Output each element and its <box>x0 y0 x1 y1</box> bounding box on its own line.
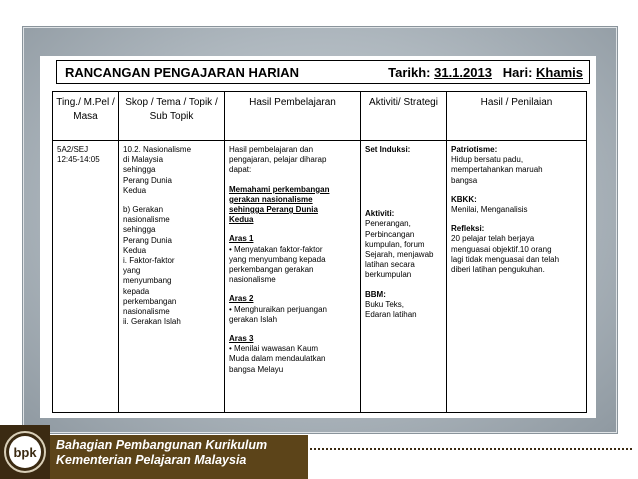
day-value: Khamis <box>536 65 583 80</box>
bpk-logo-icon <box>3 430 47 474</box>
topic-line: sehingga <box>123 165 156 175</box>
topic-line: ii. Gerakan Islah <box>123 317 181 327</box>
aras2-line: • Menghuraikan perjuangan <box>229 305 356 315</box>
page-title: RANCANGAN PENGAJARAN HARIAN <box>65 65 300 80</box>
intro-line: pengajaran, pelajar diharap <box>229 155 327 165</box>
aras2-line: gerakan Islah <box>229 314 278 324</box>
aras2-title: Aras 2 <box>229 294 254 304</box>
aras1-title: Aras 1 <box>229 234 254 244</box>
footer <box>0 425 638 479</box>
lesson-plan-table <box>52 91 587 413</box>
topic-line: sehingga <box>123 225 156 235</box>
aras1-line: nasionalisme <box>229 275 276 285</box>
footer-line-2: Kementerian Pelajaran Malaysia <box>56 453 247 467</box>
bpk-logo <box>0 425 50 479</box>
topic-line: b) Gerakan <box>123 205 164 215</box>
patriotisme-line: Hidup bersatu padu, <box>451 155 524 165</box>
refleksi-line: menguasai objektif.10 orang <box>451 244 552 254</box>
topic-line: 10.2. Nasionalisme <box>123 145 192 154</box>
aktiviti-line: kumpulan, forum <box>365 239 425 249</box>
topic-line: Kedua <box>123 245 147 255</box>
aras1-line: yang menyumbang kepada <box>229 254 326 264</box>
cell-evaluation <box>447 141 587 413</box>
date-label: Tarikh: <box>388 65 435 80</box>
objective-line: sehingga Perang Dunia <box>229 205 318 215</box>
aras1-line: perkembangan gerakan <box>229 265 314 275</box>
cell-activities <box>361 141 447 413</box>
aktiviti-line: Perbincangan <box>365 229 415 239</box>
bbm-line: Edaran latihan <box>365 310 417 320</box>
aras1-line: • Menyatakan faktor-faktor <box>229 245 356 255</box>
topic-line: kepada <box>123 286 150 296</box>
footer-line-1: Bahagian Pembangunan Kurikulum <box>56 438 268 452</box>
day-label: Hari: <box>502 65 537 80</box>
objective-line: Kedua <box>229 215 254 225</box>
objective-line: Memahami perkembangan <box>229 184 330 194</box>
cell-learning-outcomes <box>225 141 361 413</box>
set-induksi-title: Set Induksi: <box>365 145 411 154</box>
footer-text <box>56 438 267 468</box>
date-day-info <box>388 65 583 80</box>
topic-line: menyumbang <box>123 276 172 286</box>
refleksi-line: 20 pelajar telah berjaya <box>451 234 535 244</box>
topic-line: Perang Dunia <box>123 175 172 185</box>
aras3-line: • Menilai wawasan Kaum <box>229 344 356 354</box>
time-range: 12:45-14:05 <box>57 155 100 165</box>
logo-text: bpk <box>13 445 37 460</box>
kbkk-line: Menilai, Menganalisis <box>451 205 528 215</box>
cell-class-time <box>53 141 119 413</box>
refleksi-title: Refleksi: <box>451 224 485 234</box>
aktiviti-line: latihan secara <box>365 260 415 270</box>
patriotisme-line: bangsa <box>451 175 478 185</box>
topic-line: yang <box>123 266 141 276</box>
kbkk-title: KBKK: <box>451 194 477 204</box>
aktiviti-line: berkumpulan <box>365 270 412 280</box>
refleksi-line: lagi tidak menguasai dan telah <box>451 254 560 264</box>
dotted-divider <box>310 448 632 450</box>
header-skop: Skop / Tema / Topik / Sub Topik <box>119 92 225 141</box>
aras3-line: bangsa Melayu <box>229 364 284 374</box>
intro-line: Hasil pembelajaran dan <box>229 145 314 154</box>
topic-line: Kedua <box>123 185 147 195</box>
topic-line: nasionalisme <box>123 215 170 225</box>
aktiviti-line: Sejarah, menjawab <box>365 250 434 260</box>
title-bar <box>56 60 590 84</box>
refleksi-line: diberi latihan pengukuhan. <box>451 265 545 275</box>
header-hasil-pembelajaran: Hasil Pembelajaran <box>225 92 361 141</box>
header-aktiviti: Aktiviti/ Strategi <box>361 92 447 141</box>
aktiviti-line: Penerangan, <box>365 219 411 229</box>
patriotisme-title: Patriotisme: <box>451 145 498 154</box>
class-code: 5A2/SEJ <box>57 145 89 154</box>
objective-line: gerakan nasionalisme <box>229 194 313 204</box>
bbm-line: Buku Teks, <box>365 299 404 309</box>
date-value: 31.1.2013 <box>434 65 492 80</box>
header-ting: Ting./ M.Pel / Masa <box>53 92 119 141</box>
topic-line: i. Faktor-faktor <box>123 256 175 266</box>
topic-line: nasionalisme <box>123 307 170 317</box>
aras3-line: Muda dalam mendaulatkan <box>229 354 326 364</box>
table-row <box>53 141 587 413</box>
aktiviti-title: Aktiviti: <box>365 209 395 219</box>
patriotisme-line: mempertahankan maruah <box>451 165 543 175</box>
table-header-row <box>53 92 587 141</box>
aras3-title: Aras 3 <box>229 334 254 344</box>
topic-line: di Malaysia <box>123 155 164 165</box>
header-penilaian: Hasil / Penilaian <box>447 92 587 141</box>
cell-topic <box>119 141 225 413</box>
intro-line: dapat: <box>229 165 252 175</box>
bbm-title: BBM: <box>365 289 386 299</box>
topic-line: perkembangan <box>123 296 177 306</box>
topic-line: Perang Dunia <box>123 235 172 245</box>
